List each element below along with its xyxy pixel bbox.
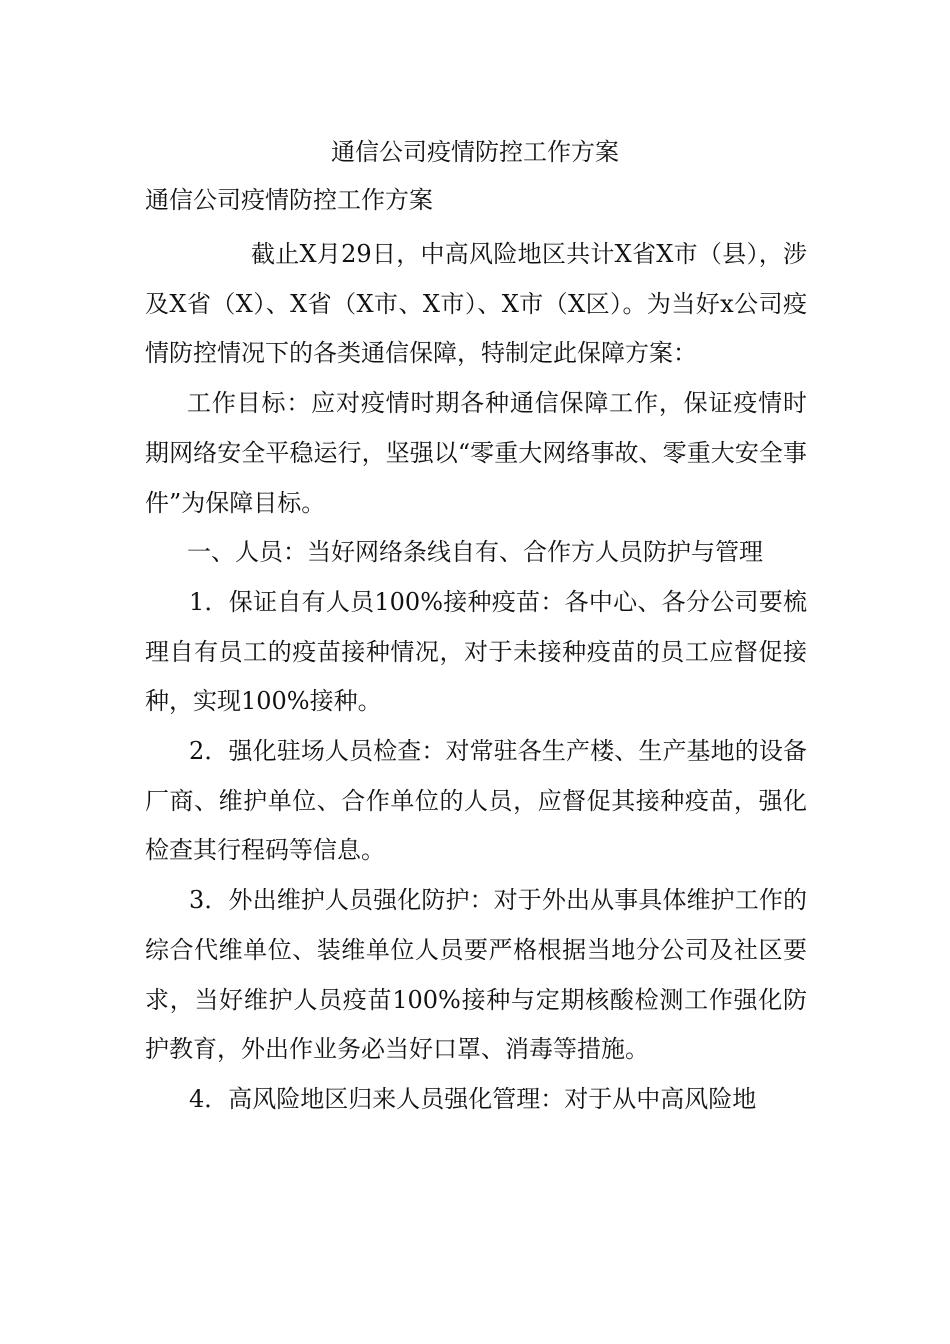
section-heading-personnel: 一、人员：当好网络条线自有、合作方人员防护与管理: [187, 538, 763, 567]
document-title: 通信公司疫情防控工作方案: [331, 138, 619, 166]
item-2-paragraph: 2．强化驻场人员检查：对常驻各生产楼、生产基地的设备厂商、维护单位、合作单位的人员，应督促其接种疫苗，强化检查其行程码等信息。: [145, 737, 807, 865]
item-4-paragraph: 4．高风险地区归来人员强化管理：对于从中高风险地: [189, 1084, 757, 1113]
item-1-paragraph: 1．保证自有人员100%接种疫苗：各中心、各分公司要梳理自有员工的疫苗接种情况，对于未接种疫苗的员工应督促接种，实现100%接种。: [145, 587, 807, 716]
intro-paragraph: 截止X月29日，中高风险地区共计X省X市（县），涉及X省（X）、X省（X市、X市）、X市（X区）。为当好x公司疫情防控情况下的各类通信保障，特制定此保障方案：: [145, 240, 807, 368]
item-3-paragraph: 3．外出维护人员强化防护：对于外出从事具体维护工作的综合代维单位、装维单位人员要严格根据当地分公司及社区要求，当好维护人员疫苗100%接种与定期核酸检测工作强化防护教育，外出作业务必当好口罩、消毒等措施。: [145, 886, 807, 1064]
goal-paragraph: 工作目标：应对疫情时期各种通信保障工作，保证疫情时期网络安全平稳运行，坚强以“零重大网络事故、零重大安全事件”为保障目标。: [145, 389, 807, 517]
document-body: [145, 230, 807, 1125]
document-subtitle: 通信公司疫情防控工作方案: [145, 186, 433, 214]
